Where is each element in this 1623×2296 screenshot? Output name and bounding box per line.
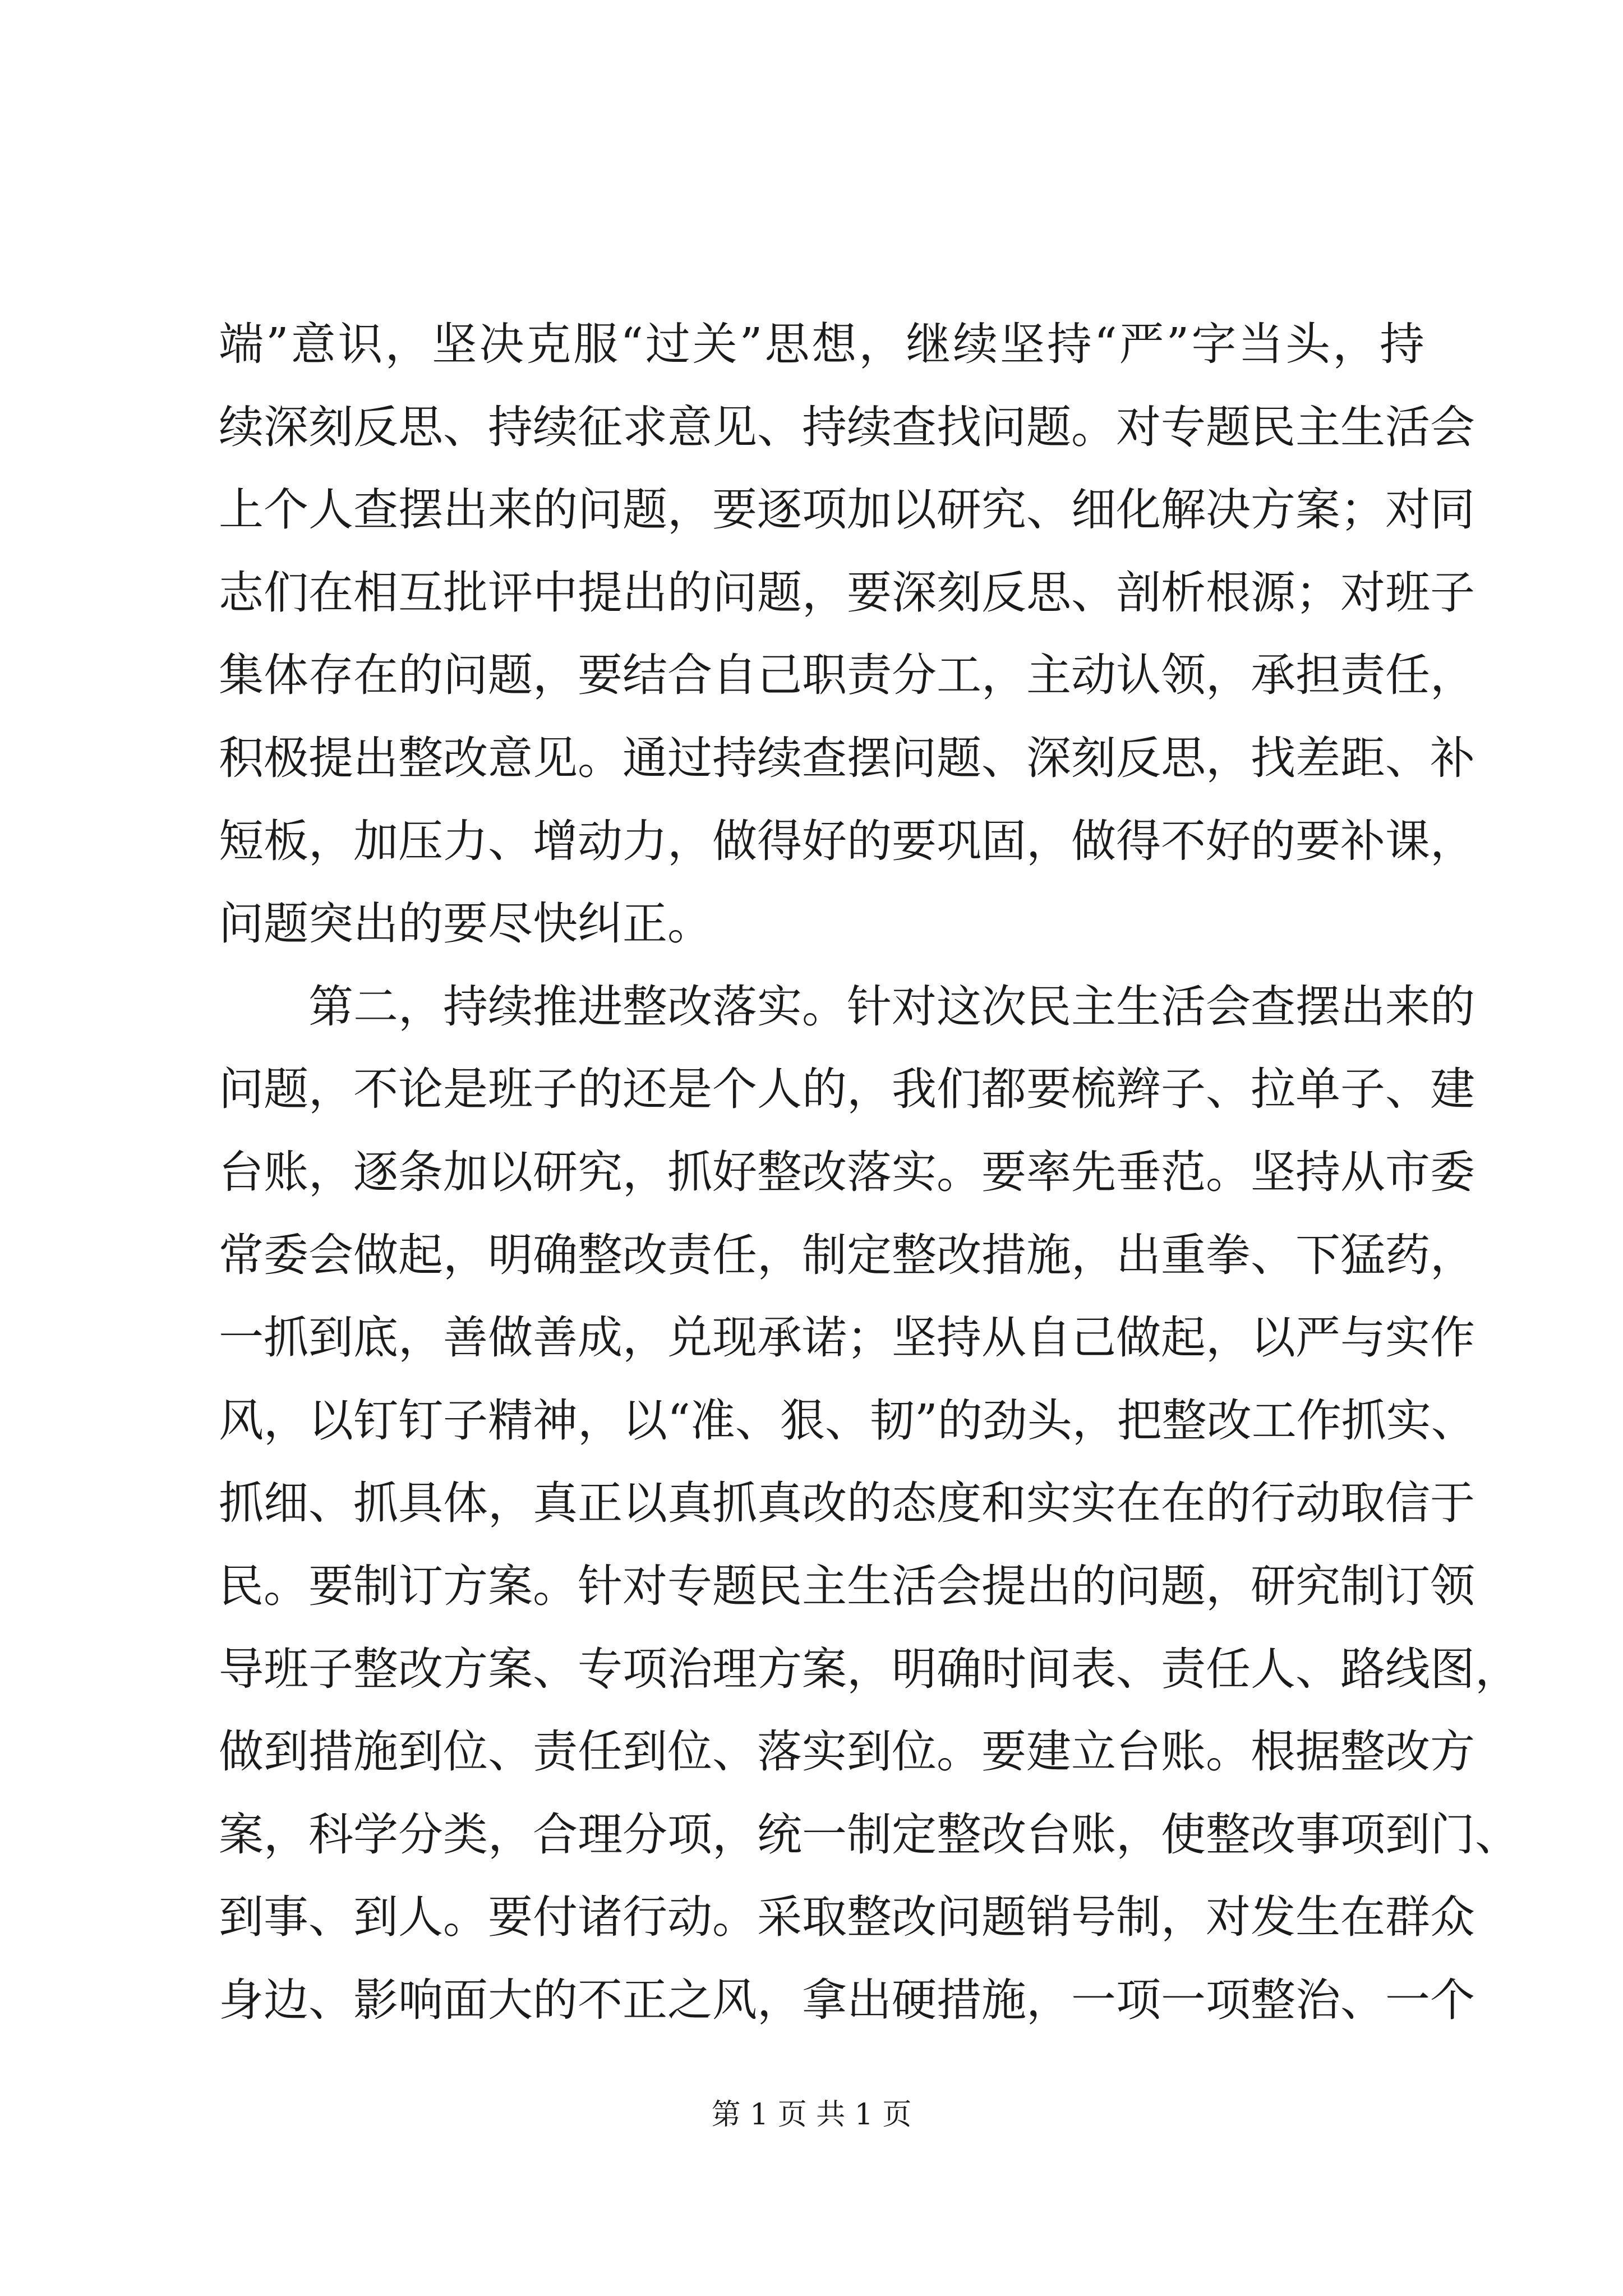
paragraph-first-line: 第二，持续推进整改落实。针对这次民主生活会查摆出来的	[308, 980, 1475, 1033]
text-line: 台账，逐条加以研究，抓好整改落实。要率先垂范。坚持从市委	[219, 1145, 1475, 1198]
text-line: 到事、到人。要付诸行动。采取整改问题销号制，对发生在群众	[219, 1891, 1475, 1944]
text-line: 抓细、抓具体，真正以真抓真改的态度和实实在在的行动取信于	[219, 1477, 1475, 1530]
text-line: 短板，加压力、增动力，做得好的要巩固，做得不好的要补课，	[219, 815, 1475, 867]
text-line: 身边、影响面大的不正之风，拿出硬措施，一项一项整治、一个	[219, 1973, 1475, 2026]
text-line: 做到措施到位、责任到位、落实到位。要建立台账。根据整改方	[219, 1726, 1475, 1778]
body-text	[219, 303, 1520, 2041]
text-line: 问题突出的要尽快纠正。	[219, 898, 712, 950]
text-line: 案，科学分类，合理分项，统一制定整改台账，使整改事项到门、	[219, 1808, 1520, 1861]
text-line: 续深刻反思、持续征求意见、持续查找问题。对专题民主生活会	[219, 401, 1475, 453]
text-line: 志们在相互批评中提出的问题，要深刻反思、剖析根源；对班子	[219, 566, 1475, 619]
text-line: 问题，不论是班子的还是个人的，我们都要梳辫子、拉单子、建	[219, 1063, 1475, 1116]
text-line: 风，以钉钉子精神，以“准、狠、韧”的劲头，把整改工作抓实、	[219, 1394, 1476, 1447]
text-line: 常委会做起，明确整改责任，制定整改措施，出重拳、下猛药，	[219, 1228, 1475, 1281]
text-line: 一抓到底，善做善成，兑现承诺；坚持从自己做起，以严与实作	[219, 1312, 1475, 1364]
text-line: 端”意识，坚决克服“过关”思想，继续坚持“严”字当头，持	[219, 318, 1424, 370]
text-line: 上个人查摆出来的问题，要逐项加以研究、细化解决方案；对同	[219, 484, 1475, 536]
text-line: 集体存在的问题，要结合自己职责分工，主动认领，承担责任，	[219, 649, 1475, 702]
text-line: 积极提出整改意见。通过持续查摆问题、深刻反思，找差距、补	[219, 731, 1475, 784]
text-line: 导班子整改方案、专项治理方案，明确时间表、责任人、路线图，	[219, 1642, 1520, 1695]
page-footer: 第 1 页 共 1 页	[711, 2098, 912, 2132]
text-line: 民。要制订方案。针对专题民主生活会提出的问题，研究制订领	[219, 1559, 1475, 1612]
